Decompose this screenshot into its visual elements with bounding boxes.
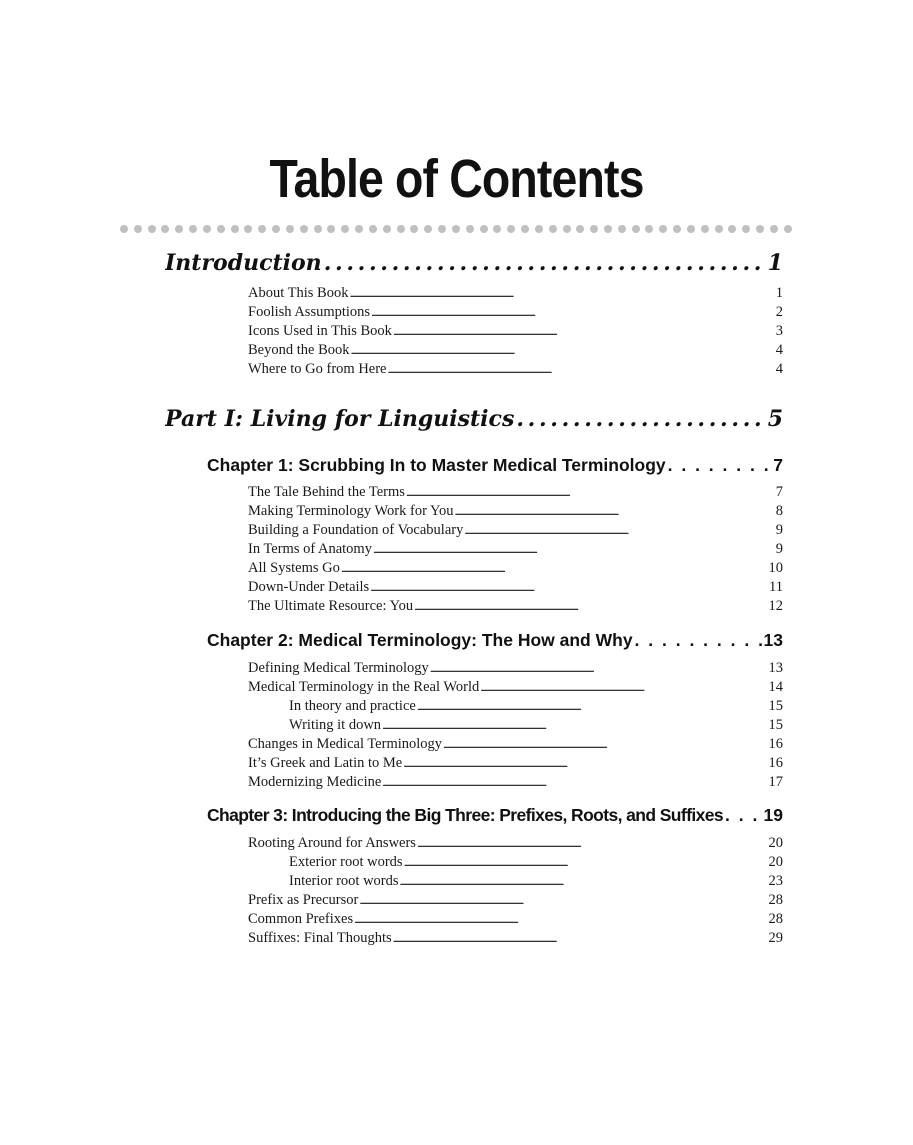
toc-section-label: Modernizing Medicine	[248, 774, 382, 790]
toc-section-label: About This Book	[248, 285, 349, 301]
toc-section[interactable]	[248, 911, 783, 930]
toc-section-label: Common Prefixes	[248, 911, 354, 927]
toc-section[interactable]	[248, 304, 783, 323]
toc-section[interactable]	[248, 598, 783, 617]
dot-leader	[370, 579, 768, 596]
toc-page-number: 7	[773, 455, 783, 475]
toc-section-label: Interior root words	[289, 873, 399, 889]
toc-section-label: Where to Go from Here	[248, 361, 387, 377]
toc-section-label: Down-Under Details	[248, 579, 370, 595]
toc-section-label: Medical Terminology in the Real World	[248, 679, 480, 695]
toc-section[interactable]	[248, 342, 783, 361]
dot-leader	[516, 406, 765, 432]
toc-section-label: Writing it down	[289, 717, 382, 733]
toc-page-number: 16	[768, 736, 783, 752]
toc-part-introduction[interactable]	[165, 250, 783, 284]
toc-section[interactable]	[248, 285, 783, 304]
toc-section-label: Building a Foundation of Vocabulary	[248, 522, 464, 538]
toc-chapter-label: Chapter 3: Introducing the Big Three: Prefixes, Roots, and Suffixes	[207, 805, 723, 825]
toc-page-number: 1	[775, 285, 783, 301]
toc-part-1[interactable]	[165, 406, 783, 440]
toc-section-label: In theory and practice	[289, 698, 416, 714]
toc-page-number: 1	[767, 250, 783, 276]
toc-section[interactable]	[248, 755, 783, 774]
dot-leader	[725, 805, 762, 826]
dot-leader	[455, 503, 775, 520]
toc-page-number: 28	[768, 911, 783, 927]
dot-leader	[388, 361, 775, 378]
toc-page-number: 15	[768, 717, 783, 733]
toc-part-label: Introduction	[165, 250, 322, 276]
dot-leader	[351, 342, 775, 359]
toc-section-label: Suffixes: Final Thoughts	[248, 930, 392, 946]
toc-part-label: Part I: Living for Linguistics	[165, 406, 515, 432]
toc-section-label: Rooting Around for Answers	[248, 835, 416, 851]
toc-page-number: 3	[775, 323, 783, 339]
toc-page-number: 16	[768, 755, 783, 771]
toc-section-label: It’s Greek and Latin to Me	[248, 755, 403, 771]
toc-section[interactable]	[248, 930, 783, 949]
toc-page-number: 17	[768, 774, 783, 790]
toc-page-number: 29	[768, 930, 783, 946]
dot-leader	[382, 717, 767, 734]
toc-section[interactable]	[248, 660, 783, 679]
toc-page-number: 8	[775, 503, 783, 519]
toc-section[interactable]	[248, 503, 783, 522]
dot-leader	[414, 598, 767, 615]
toc-subsection[interactable]	[289, 873, 783, 892]
toc-section-label: In Terms of Anatomy	[248, 541, 372, 557]
toc-page-number: 19	[763, 805, 783, 825]
toc-page-number: 20	[768, 835, 783, 851]
toc-section-label: Beyond the Book	[248, 342, 350, 358]
toc-section-label: Icons Used in This Book	[248, 323, 392, 339]
dot-leader	[349, 285, 774, 302]
toc-page-number: 9	[775, 541, 783, 557]
toc-section-label: Making Terminology Work for You	[248, 503, 454, 519]
dot-leader	[393, 323, 775, 340]
toc-chapter-label: Chapter 1: Scrubbing In to Master Medical Terminology	[207, 455, 666, 475]
toc-page-number: 11	[769, 579, 783, 595]
toc-section[interactable]	[248, 679, 783, 698]
toc-section-label: Exterior root words	[289, 854, 403, 870]
toc-section[interactable]	[248, 774, 783, 793]
toc-chapter-1[interactable]	[207, 455, 783, 483]
dot-leader	[341, 560, 768, 577]
toc-page-number: 2	[775, 304, 783, 320]
dot-leader	[382, 774, 767, 791]
dot-leader	[404, 854, 768, 871]
toc-section[interactable]	[248, 579, 783, 598]
dot-leader	[480, 679, 767, 696]
toc-section-label: Changes in Medical Terminology	[248, 736, 443, 752]
toc-page-number: 20	[768, 854, 783, 870]
toc-section[interactable]	[248, 835, 783, 854]
toc-subsection[interactable]	[289, 854, 783, 873]
toc-chapter-label: Chapter 2: Medical Terminology: The How and Why	[207, 630, 633, 650]
toc-section-label: Prefix as Precursor	[248, 892, 359, 908]
toc-page-number: 4	[775, 342, 783, 358]
toc-page-number: 14	[768, 679, 783, 695]
dot-leader	[430, 660, 768, 677]
toc-page-number: 13	[768, 660, 783, 676]
toc-section[interactable]	[248, 323, 783, 342]
dot-leader	[400, 873, 768, 890]
toc-section[interactable]	[248, 484, 783, 503]
dot-leader	[406, 484, 775, 501]
toc-page-number: 13	[763, 630, 783, 650]
toc-section[interactable]	[248, 361, 783, 380]
dot-leader	[403, 755, 767, 772]
toc-page-number: 12	[768, 598, 783, 614]
dot-leader	[324, 250, 766, 276]
toc-section-label: All Systems Go	[248, 560, 340, 576]
toc-section[interactable]	[248, 522, 783, 541]
toc-page-number: 23	[768, 873, 783, 889]
toc-page-number: 4	[775, 361, 783, 377]
dot-leader	[417, 835, 768, 852]
dot-leader	[464, 522, 774, 539]
dot-leader	[635, 630, 762, 651]
dotted-divider	[120, 223, 792, 235]
toc-subsection[interactable]	[289, 717, 783, 736]
dot-leader	[393, 930, 768, 947]
dot-leader	[371, 304, 775, 321]
toc-section-label: Defining Medical Terminology	[248, 660, 429, 676]
dot-leader	[359, 892, 767, 909]
toc-page-number: 7	[775, 484, 783, 500]
toc-section[interactable]	[248, 541, 783, 560]
toc-page-number: 10	[768, 560, 783, 576]
toc-page-number: 5	[767, 406, 783, 432]
toc-page-number: 28	[768, 892, 783, 908]
toc-chapter-2[interactable]	[207, 630, 783, 658]
toc-section[interactable]	[248, 560, 783, 579]
page-title: Table of Contents	[269, 149, 644, 209]
toc-section-label: The Ultimate Resource: You	[248, 598, 414, 614]
toc-page-number: 15	[768, 698, 783, 714]
dot-leader	[668, 455, 772, 476]
dot-leader	[443, 736, 767, 753]
toc-subsection[interactable]	[289, 698, 783, 717]
toc-section-label: The Tale Behind the Terms	[248, 484, 405, 500]
toc-section[interactable]	[248, 736, 783, 755]
toc-section[interactable]	[248, 892, 783, 911]
dot-leader	[354, 911, 767, 928]
toc-page-number: 9	[775, 522, 783, 538]
toc-chapter-3[interactable]	[207, 805, 783, 833]
toc-section-label: Foolish Assumptions	[248, 304, 371, 320]
dot-leader	[373, 541, 775, 558]
dot-leader	[417, 698, 768, 715]
